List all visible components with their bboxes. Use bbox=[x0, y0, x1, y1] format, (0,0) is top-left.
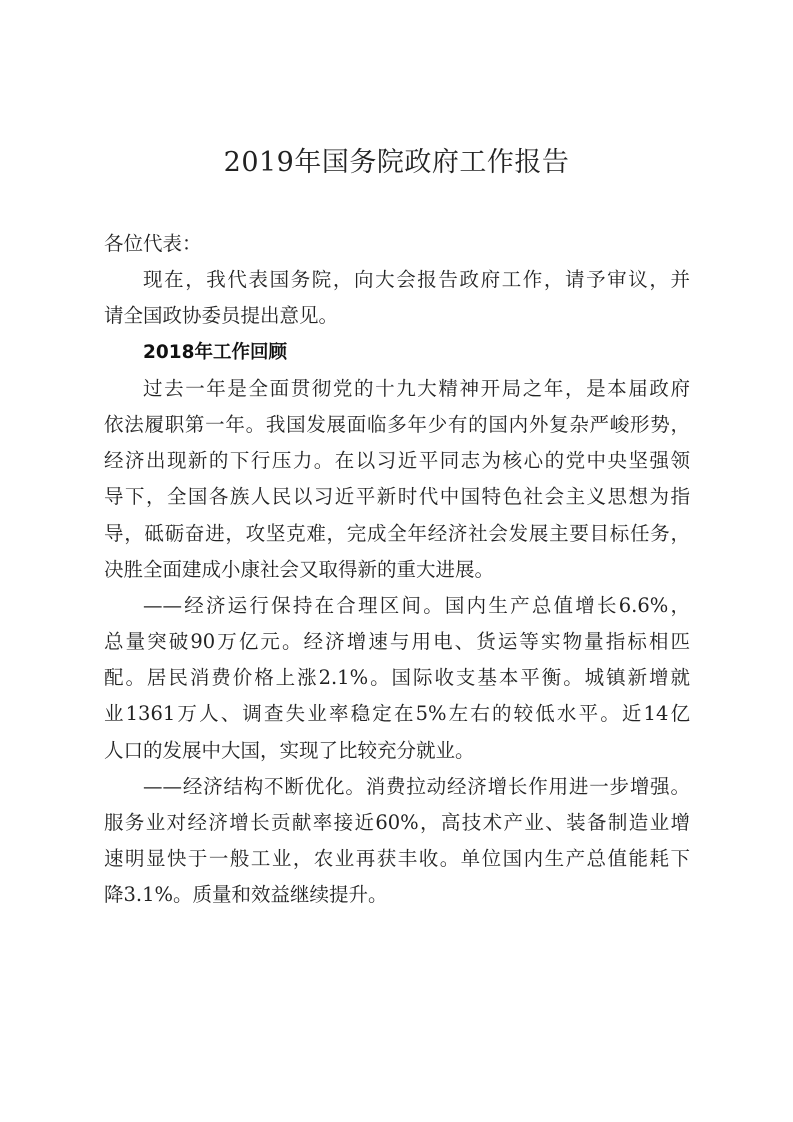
paragraph-line: 降3.1%。质量和效益继续提升。 bbox=[104, 883, 388, 907]
paragraph-line: 过去一年是全面贯彻党的十九大精神开局之年，是本届政府 bbox=[143, 376, 690, 400]
paragraph-line: ——经济运行保持在合理区间。国内生产总值增长6.6%， bbox=[143, 593, 690, 617]
paragraph-line: 人口的发展中大国，实现了比较充分就业。 bbox=[104, 738, 475, 762]
paragraph-review-intro bbox=[104, 371, 690, 588]
paragraph-line: 请全国政协委员提出意见。 bbox=[104, 304, 339, 328]
paragraph-line: 导，砥砺奋进，攻坚克难，完成全年经济社会发展主要目标任务， bbox=[104, 521, 690, 545]
paragraph-economic-structure bbox=[104, 769, 690, 914]
paragraph-line: 业1361万人、调查失业率稳定在5%左右的较低水平。近14亿 bbox=[104, 702, 690, 726]
paragraph-line: 依法履职第一年。我国发展面临多年少有的国内外复杂严峻形势， bbox=[104, 412, 690, 436]
paragraph-line: 现在，我代表国务院，向大会报告政府工作，请予审议，并 bbox=[143, 268, 690, 292]
paragraph-line: 决胜全面建成小康社会又取得新的重大进展。 bbox=[104, 557, 495, 581]
paragraph-line: 总量突破90万亿元。经济增速与用电、货运等实物量指标相匹 bbox=[104, 630, 690, 654]
paragraph-opening bbox=[104, 262, 690, 334]
document-title: 2019年国务院政府工作报告 bbox=[223, 147, 570, 178]
section-heading: 2018年工作回顾 bbox=[143, 341, 287, 363]
paragraph-economic-operation bbox=[104, 588, 690, 769]
paragraph-line: 经济出现新的下行压力。在以习近平同志为核心的党中央坚强领 bbox=[104, 449, 690, 473]
paragraph-line: 速明显快于一般工业，农业再获丰收。单位国内生产总值能耗下 bbox=[104, 847, 690, 871]
paragraph-line: 导下，全国各族人民以习近平新时代中国特色社会主义思想为指 bbox=[104, 485, 690, 509]
document-body bbox=[104, 226, 690, 914]
salutation: 各位代表： bbox=[104, 232, 202, 255]
paragraph-line: ——经济结构不断优化。消费拉动经济增长作用进一步增强。 bbox=[143, 774, 690, 798]
paragraph-line: 配。居民消费价格上涨2.1%。国际收支基本平衡。城镇新增就 bbox=[104, 666, 690, 690]
paragraph-line: 服务业对经济增长贡献率接近60%，高技术产业、装备制造业增 bbox=[104, 811, 690, 834]
